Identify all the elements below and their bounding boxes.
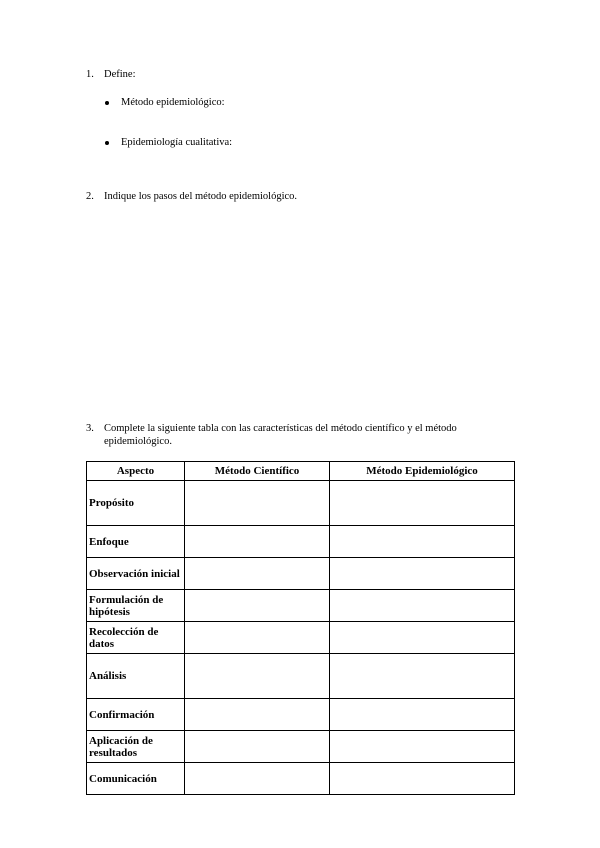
column-header-aspect: Aspecto <box>87 462 185 481</box>
table-row <box>87 558 515 590</box>
table-row <box>87 590 515 622</box>
answer-cell-scientific[interactable] <box>185 654 330 699</box>
answer-cell-epidemiological[interactable] <box>330 590 515 622</box>
comparison-table <box>86 461 515 795</box>
answer-cell-epidemiological[interactable] <box>330 699 515 731</box>
row-label: Observación inicial <box>87 558 185 590</box>
row-label: Comunicación <box>87 763 185 795</box>
definition-item <box>105 96 405 110</box>
question-text-line-1: Complete la siguiente tabla con las características del método científico y el método <box>104 423 457 434</box>
definition-label: Método epidemiológico: <box>121 97 225 108</box>
answer-cell-epidemiological[interactable] <box>330 731 515 763</box>
answer-cell-scientific[interactable] <box>185 622 330 654</box>
table-row <box>87 731 515 763</box>
table-row <box>87 654 515 699</box>
row-label: Formulación de hipótesis <box>87 590 185 622</box>
bullet-icon <box>105 101 109 105</box>
question-number: 2. <box>86 191 94 202</box>
answer-cell-scientific[interactable] <box>185 526 330 558</box>
answer-cell-scientific[interactable] <box>185 590 330 622</box>
table-row <box>87 763 515 795</box>
table-row <box>87 526 515 558</box>
answer-cell-scientific[interactable] <box>185 699 330 731</box>
answer-cell-epidemiological[interactable] <box>330 763 515 795</box>
answer-cell-scientific[interactable] <box>185 481 330 526</box>
question-2 <box>86 190 516 204</box>
answer-cell-epidemiological[interactable] <box>330 526 515 558</box>
bullet-icon <box>105 141 109 145</box>
table-row <box>87 481 515 526</box>
column-header-scientific: Método Científico <box>185 462 330 481</box>
answer-cell-epidemiological[interactable] <box>330 558 515 590</box>
definition-item <box>105 136 405 150</box>
answer-cell-scientific[interactable] <box>185 558 330 590</box>
answer-cell-epidemiological[interactable] <box>330 481 515 526</box>
answer-cell-scientific[interactable] <box>185 763 330 795</box>
answer-cell-epidemiological[interactable] <box>330 622 515 654</box>
question-text-line-2: epidemiológico. <box>104 436 172 447</box>
question-number: 1. <box>86 69 94 80</box>
question-3 <box>86 422 516 450</box>
definition-label: Epidemiología cualitativa: <box>121 137 233 148</box>
table-row <box>87 699 515 731</box>
table-header-row <box>87 462 515 481</box>
answer-cell-epidemiological[interactable] <box>330 654 515 699</box>
answer-cell-scientific[interactable] <box>185 731 330 763</box>
row-label: Confirmación <box>87 699 185 731</box>
question-text: Define: <box>104 69 136 80</box>
table-row <box>87 622 515 654</box>
question-text: Indique los pasos del método epidemiológico. <box>104 191 298 202</box>
row-label: Enfoque <box>87 526 185 558</box>
column-header-epidemiological: Método Epidemiológico <box>330 462 515 481</box>
row-label: Recolección de datos <box>87 622 185 654</box>
row-label: Propósito <box>87 481 185 526</box>
question-number: 3. <box>86 423 94 434</box>
question-1 <box>86 68 516 82</box>
row-label: Aplicación de resultados <box>87 731 185 763</box>
row-label: Análisis <box>87 654 185 699</box>
